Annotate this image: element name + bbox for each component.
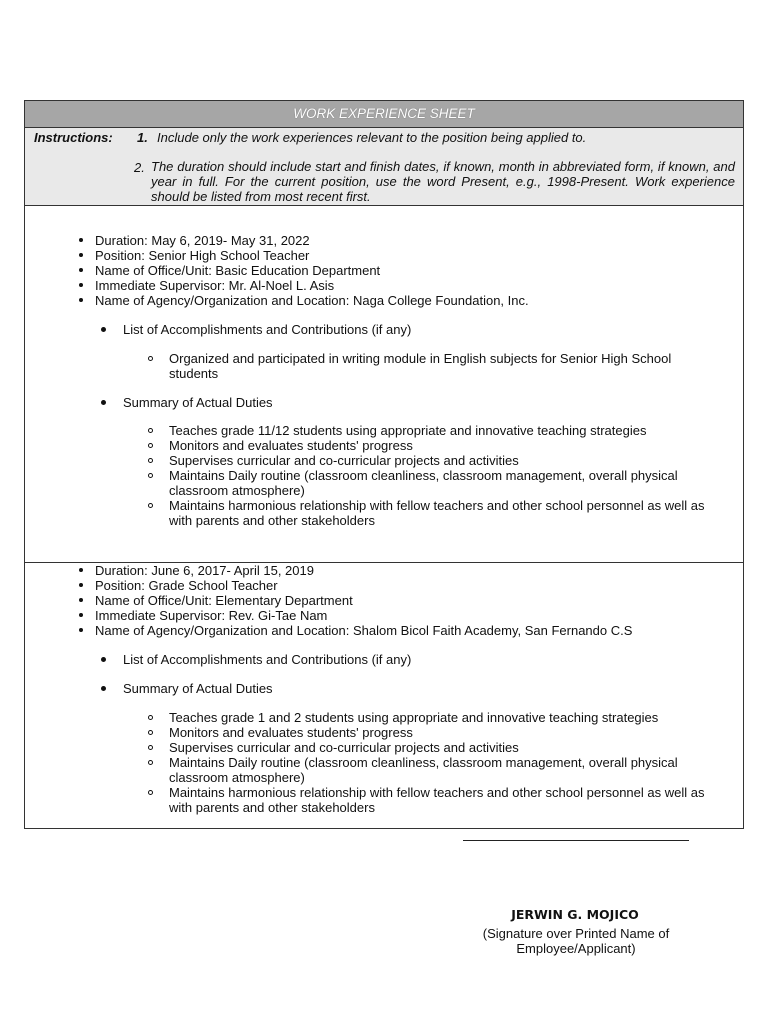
instruction-2-number: 2. [134, 160, 145, 175]
accomplishment-item: Organized and participated in writing module in English subjects for Senior High School students [169, 351, 719, 381]
instructions-section [25, 128, 743, 206]
entry-office: Name of Office/Unit: Elementary Department [95, 593, 353, 608]
instruction-2: The duration should include start and finish dates, if known, month in abbreviated form, if known, and year in full. For the current position, use the word Present, e.g., 1998-Present. Work experience should be listed from most recent first. [151, 159, 735, 204]
signatory-name: JERWIN G. MOJICO [511, 907, 639, 922]
entry-supervisor: Immediate Supervisor: Rev. Gi-Tae Nam [95, 608, 328, 623]
duty-item: Teaches grade 11/12 students using appropriate and innovative teaching strategies [169, 423, 647, 438]
entry-supervisor: Immediate Supervisor: Mr. Al-Noel L. Asis [95, 278, 335, 293]
instructions-label: Instructions: [34, 130, 113, 145]
entry-position: Position: Senior High School Teacher [95, 248, 310, 263]
accomplishments-heading: List of Accomplishments and Contributions (if any) [123, 652, 412, 667]
instruction-1: Include only the work experiences relevant to the position being applied to. [157, 130, 587, 145]
duty-item: Monitors and evaluates students' progress [169, 725, 413, 740]
duty-item: Maintains harmonious relationship with fellow teachers and other school personnel as well as with parents and other stakeholders [169, 785, 729, 815]
signature-caption: (Signature over Printed Name of Employee/Applicant) [482, 926, 670, 956]
experience-entry-2 [25, 563, 743, 828]
duty-item: Supervises curricular and co-curricular projects and activities [169, 740, 519, 755]
entry-position: Position: Grade School Teacher [95, 578, 278, 593]
entry-duration: Duration: June 6, 2017- April 15, 2019 [95, 563, 314, 578]
duty-item: Maintains Daily routine (classroom cleanliness, classroom management, overall physical classroom atmosphere) [169, 755, 719, 785]
experience-entry-1 [25, 206, 743, 563]
entry-duration: Duration: May 6, 2019- May 31, 2022 [95, 233, 310, 248]
entry-office: Name of Office/Unit: Basic Education Department [95, 263, 381, 278]
work-experience-sheet [24, 100, 744, 829]
duty-item: Supervises curricular and co-curricular projects and activities [169, 453, 519, 468]
duty-item: Teaches grade 1 and 2 students using appropriate and innovative teaching strategies [169, 710, 659, 725]
sheet-title: WORK EXPERIENCE SHEET [25, 101, 743, 128]
accomplishments-heading: List of Accomplishments and Contributions (if any) [123, 322, 412, 337]
duties-heading: Summary of Actual Duties [123, 681, 273, 696]
entry-agency: Name of Agency/Organization and Location: Shalom Bicol Faith Academy, San Fernando C.S [95, 623, 633, 638]
duty-item: Monitors and evaluates students' progress [169, 438, 413, 453]
entry-agency: Name of Agency/Organization and Location: Naga College Foundation, Inc. [95, 293, 529, 308]
instruction-1-number: 1. [137, 130, 148, 145]
signature-line [463, 840, 689, 841]
duty-item: Maintains harmonious relationship with fellow teachers and other school personnel as well as with parents and other stakeholders [169, 498, 729, 528]
duties-heading: Summary of Actual Duties [123, 395, 273, 410]
duty-item: Maintains Daily routine (classroom cleanliness, classroom management, overall physical classroom atmosphere) [169, 468, 719, 498]
